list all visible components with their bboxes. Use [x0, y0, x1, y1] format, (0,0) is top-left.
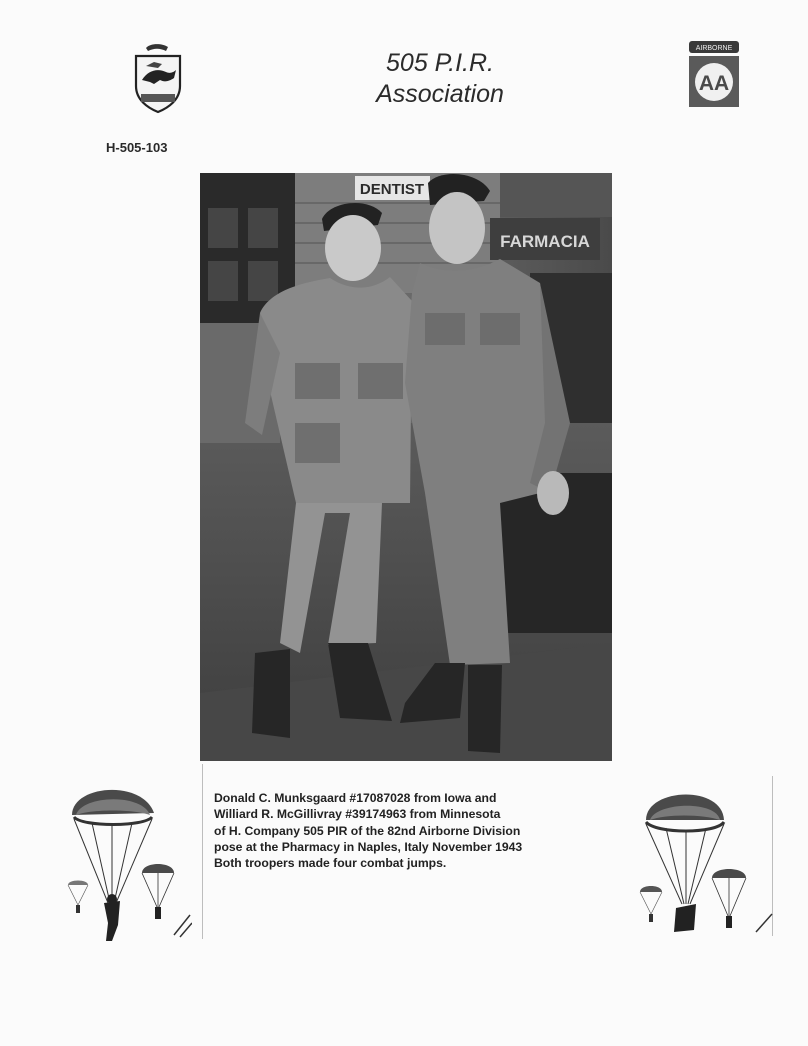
- historical-photograph: [200, 173, 612, 761]
- patch-tab-text: AIRBORNE: [695, 45, 733, 52]
- farmacia-sign: FARMACIA: [500, 232, 590, 251]
- caption-line-5: Both troopers made four combat jumps.: [214, 856, 447, 871]
- caption-divider: [202, 764, 203, 939]
- title-line-1: 505 P.I.R.: [386, 49, 494, 77]
- caption-line-2: Williard R. McGillivray #39174963 from Minnesota: [214, 807, 501, 822]
- caption-line-3: of H. Company 505 PIR of the 82nd Airborne Division: [214, 823, 521, 838]
- association-title: [330, 48, 550, 110]
- regiment-crest-icon: [132, 42, 184, 114]
- caption-line-4: pose at the Pharmacy in Naples, Italy November 1943: [214, 839, 523, 854]
- document-id: H-505-103: [106, 140, 168, 155]
- patch-letters: AA: [698, 72, 730, 95]
- photo-caption: [214, 790, 614, 871]
- parachute-icon: [636, 780, 776, 940]
- title-line-2: Association: [376, 80, 504, 108]
- dentist-sign: DENTIST: [359, 181, 425, 198]
- parachute-icon: [62, 775, 192, 945]
- caption-line-1: Donald C. Munksgaard #17087028 from Iowa and: [214, 791, 497, 805]
- airborne-82nd-patch-icon: [688, 40, 740, 108]
